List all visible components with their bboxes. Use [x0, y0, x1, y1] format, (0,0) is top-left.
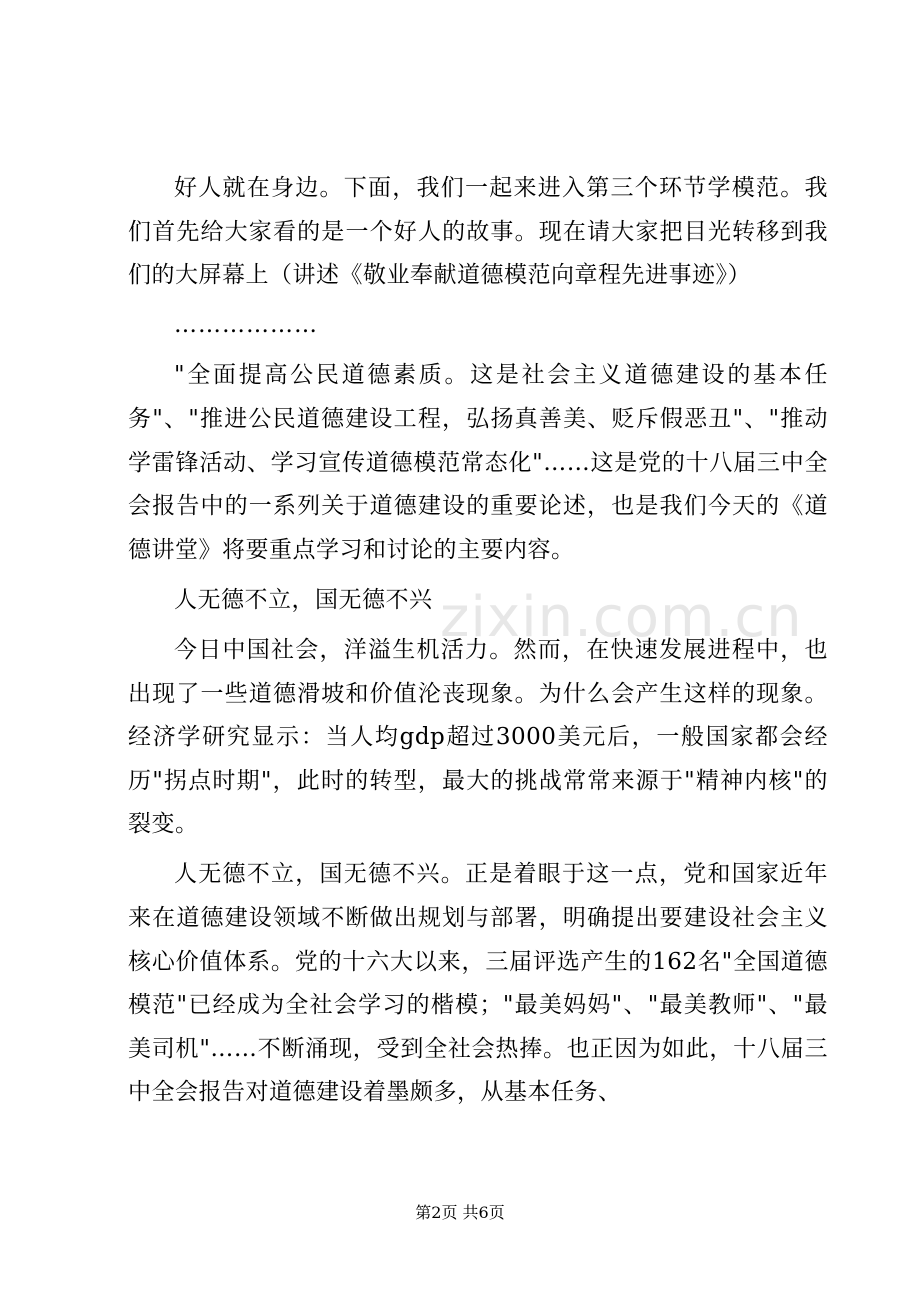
paragraph-1: 好人就在身边。下面，我们一起来进入第三个环节学模范。我们首先给大家看的是一个好人的故事。现在请大家把目光转移到我们的大屏幕上（讲述《敬业奉献道德模范向章程先进事迹》） — [128, 175, 828, 289]
document-body — [128, 167, 828, 1121]
paragraph-4: 人无德不立，国无德不兴。正是着眼于这一点，党和国家近年来在道德建设领域不断做出规划与部署，明确提出要建设社会主义核心价值体系。党的十六大以来，三届评选产生的162名"全国道德模范"已经成为全社会学习的楷模；"最美妈妈"、"最美教师"、"最美司机"……不断涌现，受到全社会热捧。也正因为如此，十八届三中全会报告对道德建设着墨颇多，从基本任务、 — [128, 861, 828, 1106]
paragraph-3: 今日中国社会，洋溢生机活力。然而，在快速发展进程中，也出现了一些道德滑坡和价值沦丧现象。为什么会产生这样的现象。经济学研究显示：当人均gdp超过3000美元后，一般国家都会经历"拐点时期"，此时的转型，最大的挑战常常来源于"精神内核"的裂变。 — [128, 636, 828, 838]
watermark: zixin.com.cn — [440, 585, 803, 650]
section-heading: 人无德不立，国无德不兴 — [174, 586, 433, 613]
page-footer: 第2页 共6页 — [415, 1203, 505, 1222]
paragraph-ellipsis: ……………… — [174, 312, 318, 339]
paragraph-2: "全面提高公民道德素质。这是社会主义道德建设的基本任务"、"推进公民道德建设工程，弘扬真善美、贬斥假恶丑"、"推动学雷锋活动、学习宣传道德模范常态化"……这是党的十八届三中全会报告中的一系列关于道德建设的重要论述，也是我们今天的《道德讲堂》将要重点学习和讨论的主要内容。 — [128, 362, 828, 563]
